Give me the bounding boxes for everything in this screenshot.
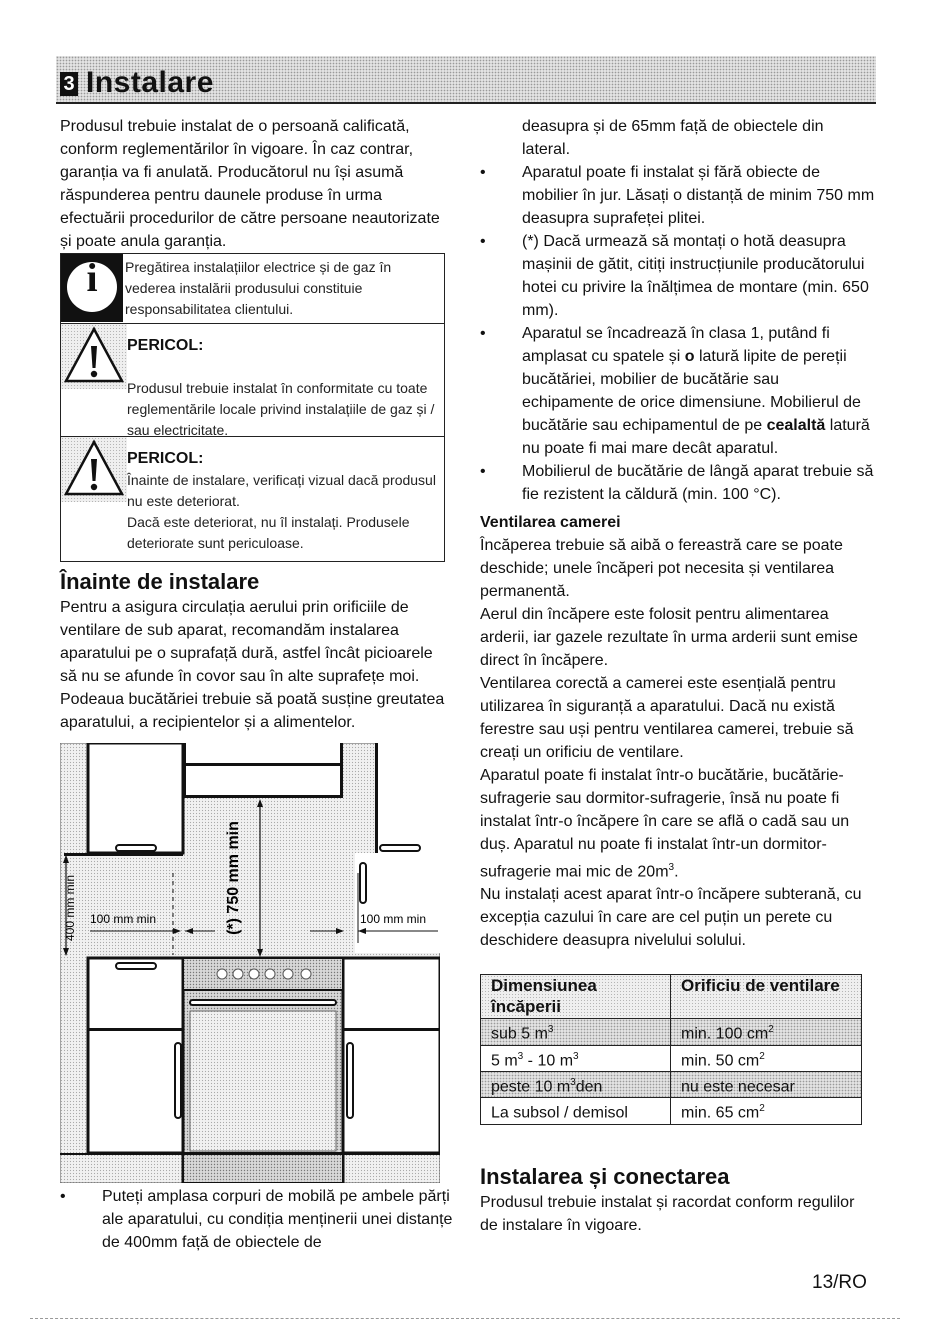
table-row: La subsol / demisol min. 65 $cm^2$ (481, 1098, 862, 1124)
list-item: • Mobilierul de bucătărie de lângă aparat trebuie să fie rezistent la căldură (min. 100 °C). (480, 460, 875, 506)
info-notice (60, 253, 445, 323)
table-row: sub 5 $m^3$ min. 100 $cm^2$ (481, 1019, 862, 1045)
table-header-row (481, 975, 862, 1019)
chapter-title: Instalare (86, 66, 214, 99)
danger-text-line: Înainte de instalare, verificați vizual dacă produsul nu este deteriorat. (127, 472, 436, 509)
danger-title: PERICOL: (127, 337, 204, 354)
table-row: peste 10 $m^3den$ nu este necesar (481, 1071, 862, 1097)
info-icon: i (61, 254, 123, 322)
list-item: • Aparatul se încadrează în clasa 1, putând fi amplasat cu spatele și o latură lipite de pereții bucătăriei, mobilier de bucătărie sau echipamente de orice dimensiune. Mobilierul de bucătărie sau echipamentul de pe cealaltă latură nu poate fi mai mare decât aparatul. (480, 322, 875, 460)
section-title-before-install: Înainte de instalare (60, 569, 260, 594)
before-install-paragraph: Pentru a asigura circulația aerului prin orificiile de ventilare de sub aparat, recomandăm instalarea aparatului pe o suprafață dură, astfel încât picioarele să nu se afunde în covor sau în alte suprafețe moi. (60, 599, 433, 685)
warning-triangle-icon (63, 439, 125, 497)
height-clearance-label: (*) 750 mm min (225, 821, 242, 935)
floor-paragraph: Podeaua bucătăriei trebuie să poată susține greutatea aparatului, a recipientelor și a alimentelor. (60, 691, 445, 731)
info-notice-text: Pregătirea instalațiilor electrice și de gaz în vederea instalării produsului constituie responsabilitatea clientului. (125, 259, 392, 317)
left-column (60, 115, 445, 734)
danger-notice-1 (60, 323, 445, 437)
vent-paragraph: Aparatul poate fi instalat într-o bucătărie, bucătărie-sufragerie sau dormitor-sufragerie, însă nu poate fi instalat într-o încăpere în care se află o cadă sau un duș. Aparatul nu poate fi instalat într-un dormitor-sufragerie mai mic de $20m^3$. (480, 767, 850, 881)
vent-paragraph: Aerul din încăpere este folosit pentru alimentarea arderii, iar gazele rezultate în urma arderii sunt emise direct în încăpere. (480, 606, 858, 669)
footer-divider (30, 1318, 900, 1319)
table-header-room-size: Dimensiunea încăperii (481, 975, 671, 1019)
danger-title: PERICOL: (127, 450, 204, 467)
danger-text: Produsul trebuie instalat în conformitate cu toate reglementările locale privind instalațiile de gaz și / sau electricitate. (127, 380, 435, 438)
right-gap-label: 100 mm min (360, 912, 427, 926)
chapter-header (56, 56, 876, 104)
list-item: • Puteți amplasa corpuri de mobilă pe ambele părți ale aparatului, cu condiția menținerii unei distanțe de 400mm față de obiectele de (60, 1185, 455, 1254)
vent-paragraph: Ventilarea corectă a camerei este esențială pentru utilizarea în siguranță a aparatului. Dacă nu există ferestre sau uși pentru ventilarea camerei, trebuie să creați un orificiu de ventilare. (480, 675, 854, 761)
intro-paragraph: Produsul trebuie instalat de o persoană calificată, conform reglementărilor în vigoare. În caz contrar, garanția va fi anulată. Producătorul nu își asumă răspunderea pentru daunele produse în urma efectuării procedurilor de către persoane neautorizate și poate anula garanția. (60, 118, 440, 250)
table-header-vent-opening: Orificiu de ventilare (671, 975, 862, 1019)
chapter-number-badge: 3 (60, 72, 78, 96)
ventilation-table (480, 974, 862, 1124)
danger-notice-2 (60, 437, 445, 562)
vent-paragraph: Încăperea trebuie să aibă o fereastră care se poate deschide; unele încăperi pot necesita și ventilarea permanentă. (480, 537, 843, 600)
install-paragraph: Produsul trebuie instalat și racordat conform regulilor de instalare în vigoare. (480, 1193, 855, 1234)
warning-triangle-icon (63, 326, 125, 384)
danger-text-line: Dacă este deteriorat, nu îl instalați. Produsele deteriorate sunt periculoase. (127, 514, 410, 551)
vent-paragraph: Nu instalați acest aparat într-o încăpere subterană, cu excepția cazului în care are cel puțin un perete cu deschidere deasupra nivelului solului. (480, 886, 862, 950)
installation-clearance-diagram (60, 743, 440, 1183)
left-gap-label: 100 mm min (90, 912, 157, 926)
left-bullet-area (60, 1185, 455, 1254)
right-column (480, 115, 875, 1237)
page-number: 13/RO (812, 1272, 867, 1293)
section-title-ventilation: Ventilarea camerei (480, 514, 621, 531)
list-item: • (*) Dacă urmează să montați o hotă deasupra mașinii de gătit, citiți instrucțiunile producătorului hotei cu privire la înălțimea de montare (min. 650 mm). (480, 230, 875, 322)
side-height-label: 400 mm min (63, 874, 77, 942)
list-item: • Aparatul poate fi instalat și fără obiecte de mobilier în jur. Lăsați o distanță de minim 750 mm deasupra suprafeței plitei. (480, 161, 875, 230)
table-row: 5 $m^3 - 10$ $m^3$ min. 50 $cm^2$ (481, 1045, 862, 1071)
section-title-installation: Instalarea și conectarea (480, 1163, 730, 1189)
bullet-continuation: deasupra și de 65mm față de obiectele din lateral. (522, 118, 824, 158)
